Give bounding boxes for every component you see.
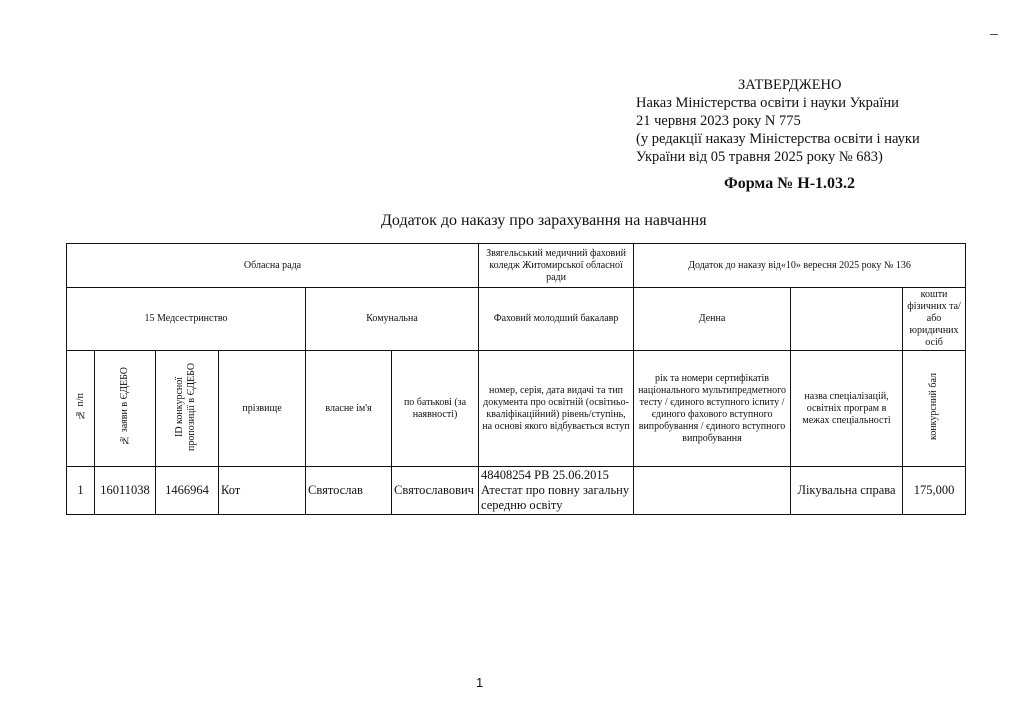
degree-cell: Фаховий молодший бакалавр	[479, 288, 634, 351]
ownership-cell: Комунальна	[306, 288, 479, 351]
header-name: власне ім'я	[306, 351, 392, 467]
order-cell: Додаток до наказу від«10» вересня 2025 року № 136	[634, 244, 966, 288]
approval-block	[636, 76, 920, 166]
header-offer-id	[156, 351, 219, 467]
cell-patronymic: Святославович	[392, 467, 479, 515]
cell-document: 48408254 РВ 25.06.2015 Атестат про повну загальну середню освіту	[479, 467, 634, 515]
header-surname: прізвище	[219, 351, 306, 467]
table-row	[67, 467, 966, 515]
scan-mark	[990, 34, 998, 35]
approval-line-1: Наказ Міністерства освіти і науки України	[636, 95, 899, 111]
specialty-cell: 15 Медсестринство	[67, 288, 306, 351]
form-number: Форма № Н-1.03.2	[724, 175, 856, 192]
document-title: Додаток до наказу про зарахування на навчання	[381, 212, 707, 229]
cell-name: Святослав	[306, 467, 392, 515]
header-app-no-label: № заяви в ЄДЕБО	[119, 367, 130, 446]
header-offer-id-label: ID конкурсної пропозиції в ЄДЕБО	[174, 362, 197, 451]
enrollment-table	[66, 243, 966, 515]
header-app-no	[95, 351, 156, 467]
header-num-label: № п/п	[74, 393, 86, 420]
cell-score: 175,000	[903, 467, 966, 515]
header-row-2	[67, 288, 966, 351]
header-patronymic: по батькові (за наявності)	[392, 351, 479, 467]
approval-title: ЗАТВЕРДЖЕНО	[738, 77, 842, 93]
approval-line-4: України від 05 травня 2025 року № 683)	[636, 149, 883, 165]
cell-num: 1	[67, 467, 95, 515]
cell-surname: Кот	[219, 467, 306, 515]
header-num	[67, 351, 95, 467]
cell-certificates	[634, 467, 791, 515]
cell-specialization: Лікувальна справа	[791, 467, 903, 515]
header-row-1	[67, 244, 966, 288]
study-form-cell: Денна	[634, 288, 791, 351]
header-document: номер, серія, дата видачі та тип документа про освітній (освітньо-кваліфікаційний) рівень/ступінь, на основі якого відбувається вступ	[479, 351, 634, 467]
empty-cell	[791, 288, 903, 351]
cell-offer-id: 1466964	[156, 467, 219, 515]
funding-cell: кошти фізичних та/або юридичних осіб	[903, 288, 966, 351]
council-cell: Обласна рада	[67, 244, 479, 288]
college-cell: Звягельський медичний фаховий коледж Житомирської обласної ради	[479, 244, 634, 288]
approval-line-2: 21 червня 2023 року N 775	[636, 113, 801, 129]
approval-line-3: (у редакції наказу Міністерства освіти і науки	[636, 131, 920, 147]
page-number: 1	[476, 675, 484, 690]
header-certificates: рік та номери сертифікатів національного мультипредметного тесту / єдиного вступного іспиту / єдиного фахового вступного випробування / єдиного вступного випробування	[634, 351, 791, 467]
header-score	[903, 351, 966, 467]
column-header-row	[67, 351, 966, 467]
cell-app-no: 16011038	[95, 467, 156, 515]
header-specialization: назва спеціалізацій, освітніх програм в межах спеціальності	[791, 351, 903, 467]
header-score-label: конкурсний бал	[928, 372, 940, 441]
